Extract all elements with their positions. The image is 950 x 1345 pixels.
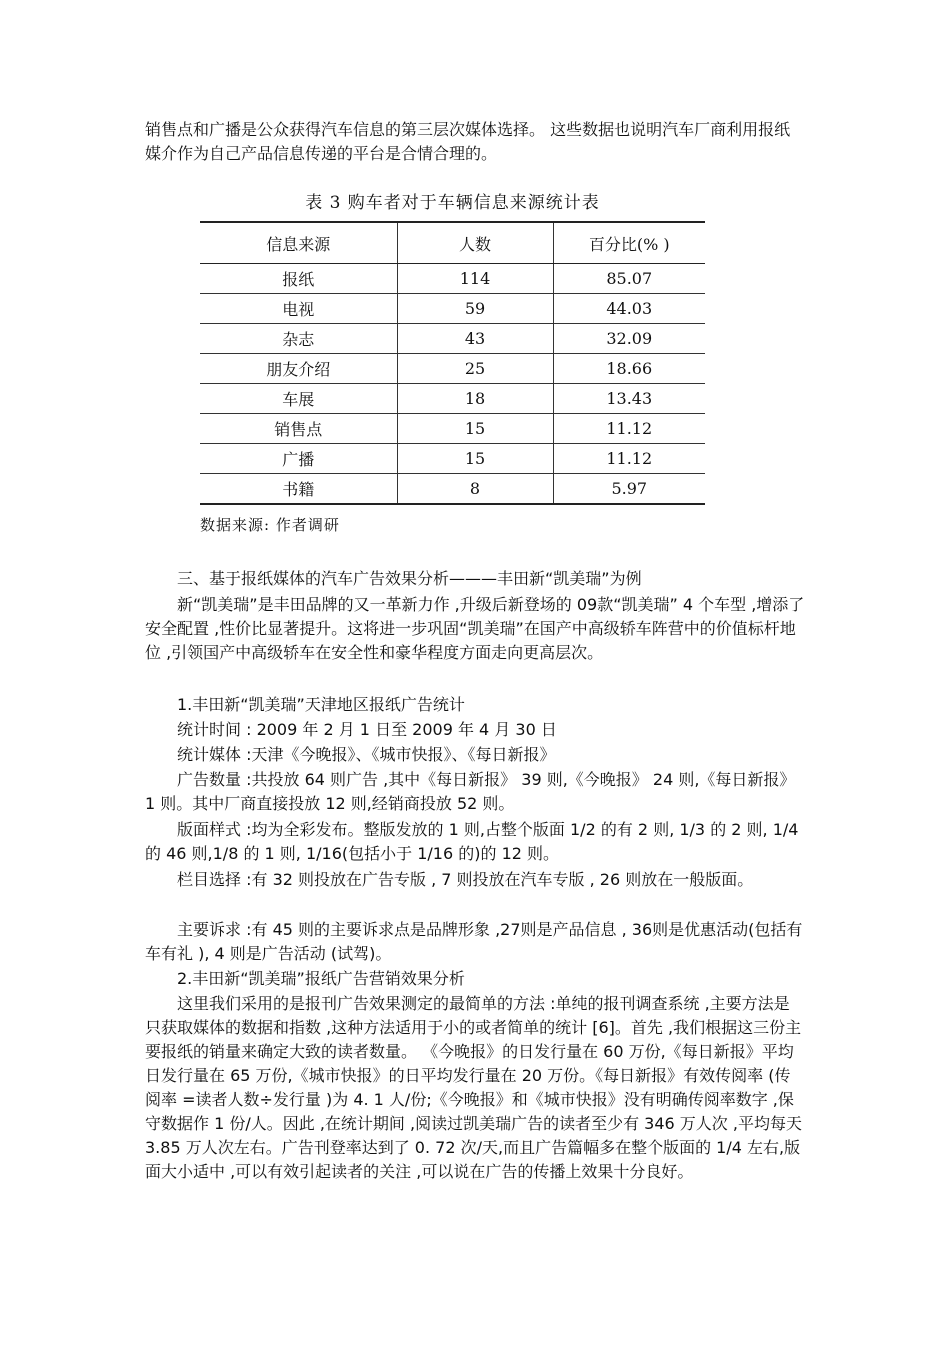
table-row	[200, 264, 705, 294]
table-cell: 杂志	[200, 324, 397, 354]
table-cell: 广播	[200, 444, 397, 474]
table-cell: 32.09	[553, 324, 705, 354]
table-row	[200, 384, 705, 414]
table-cell: 44.03	[553, 294, 705, 324]
intro-paragraph: 销售点和广播是公众获得汽车信息的第三层次媒体选择。 这些数据也说明汽车厂商利用报纸媒介作为自己产品信息传递的平台是合情合理的。	[145, 120, 791, 163]
main-appeal-paragraph: 主要诉求 :有 45 则的主要诉求点是品牌形象 ,27则是产品信息 , 36则是优惠活动(包括有车有礼 ), 4 则是广告活动 (试驾)。	[145, 920, 803, 963]
table-cell: 8	[397, 474, 553, 505]
intro-body-paragraph: 新“凯美瑞”是丰田品牌的又一革新力作 ,升级后新登场的 09款“凯美瑞” 4 个车型 ,增添了安全配置 ,性价比显著提升。这将进一步巩固“凯美瑞”在国产中高级轿车阵营中的价值标杆地位 ,引领国产中高级轿车在安全性和豪华程度方面走向更高层次。	[145, 595, 805, 662]
column-choice-paragraph: 栏目选择 :有 32 则投放在广告专版 , 7 则投放在汽车专版 , 26 则放在一般版面。	[177, 870, 754, 889]
table-row	[200, 324, 705, 354]
table-cell: 59	[397, 294, 553, 324]
info-source-table	[200, 221, 705, 505]
table-cell: 18	[397, 384, 553, 414]
layout-style-paragraph: 版面样式 :均为全彩发布。整版发放的 1 则,占整个版面 1/2 的有 2 则, 1/3 的 2 则, 1/4 的 46 则,1/8 的 1 则, 1/16(包括小于 1/16 的)的 12 则。	[145, 820, 799, 863]
section-heading: 三、基于报纸媒体的汽车广告效果分析———丰田新“凯美瑞”为例	[177, 569, 642, 588]
table-header-cell: 信息来源	[200, 222, 397, 264]
table-source-note: 数据来源: 作者调研	[200, 516, 340, 534]
table-title: 表 3 购车者对于车辆信息来源统计表	[305, 193, 600, 213]
table-cell: 18.66	[553, 354, 705, 384]
table-cell: 车展	[200, 384, 397, 414]
table-cell: 15	[397, 444, 553, 474]
ad-count-paragraph: 广告数量 :共投放 64 则广告 ,其中《每日新报》 39 则,《今晚报》 24 则,《每日新报》 1 则。其中厂商直接投放 12 则,经销商投放 52 则。	[145, 770, 796, 813]
table-cell: 25	[397, 354, 553, 384]
table-cell: 114	[397, 264, 553, 294]
table-cell: 13.43	[553, 384, 705, 414]
table-row	[200, 474, 705, 505]
table-cell: 11.12	[553, 444, 705, 474]
table-row	[200, 444, 705, 474]
table-cell: 书籍	[200, 474, 397, 505]
subsection-heading-2: 2.丰田新“凯美瑞”报纸广告营销效果分析	[177, 969, 465, 988]
table-cell: 11.12	[553, 414, 705, 444]
table-cell: 报纸	[200, 264, 397, 294]
table-row	[200, 414, 705, 444]
table-cell: 电视	[200, 294, 397, 324]
table-cell: 5.97	[553, 474, 705, 505]
table-cell: 销售点	[200, 414, 397, 444]
table-header-row	[200, 222, 705, 264]
subsection-heading-1: 1.丰田新“凯美瑞”天津地区报纸广告统计	[177, 695, 465, 714]
table-row	[200, 354, 705, 384]
table-cell: 43	[397, 324, 553, 354]
stat-time-paragraph: 统计时间 : 2009 年 2 月 1 日至 2009 年 4 月 30 日	[177, 720, 557, 739]
analysis-paragraph: 这里我们采用的是报刊广告效果测定的最简单的方法 :单纯的报刊调查系统 ,主要方法是只获取媒体的数据和指数 ,这种方法适用于小的或者简单的统计 [6]。首先 ,我们根据这三份主要报纸的销量来确定大致的读者数量。 《今晚报》的日发行量在 60 万份,《每日新报》平均日发行量在 65 万份,《城市快报》的日平均发行量在 20 万份。《每日新报》有效传阅率 (传阅率 =读者人数÷发行量 )为 4. 1 人/份;《今晚报》和《城市快报》没有明确传阅率数字 ,保守数据作 1 份/人。因此 ,在统计期间 ,阅读过凯美瑞广告的读者至少有 346 万人次 ,平均每天 3.85 万人次左右。广告刊登率达到了 0. 72 次/天,而且广告篇幅多在整个版面的 1/4 左右,版面大小适中 ,可以有效引起读者的关注 ,可以说在广告的传播上效果十分良好。	[145, 994, 802, 1181]
table-cell: 85.07	[553, 264, 705, 294]
table-cell: 15	[397, 414, 553, 444]
table-header-cell: 人数	[397, 222, 553, 264]
stat-media-paragraph: 统计媒体 :天津《今晚报》、《城市快报》、《每日新报》	[177, 745, 556, 764]
table-row	[200, 294, 705, 324]
table-header-cell: 百分比(% )	[553, 222, 705, 264]
table-cell: 朋友介绍	[200, 354, 397, 384]
